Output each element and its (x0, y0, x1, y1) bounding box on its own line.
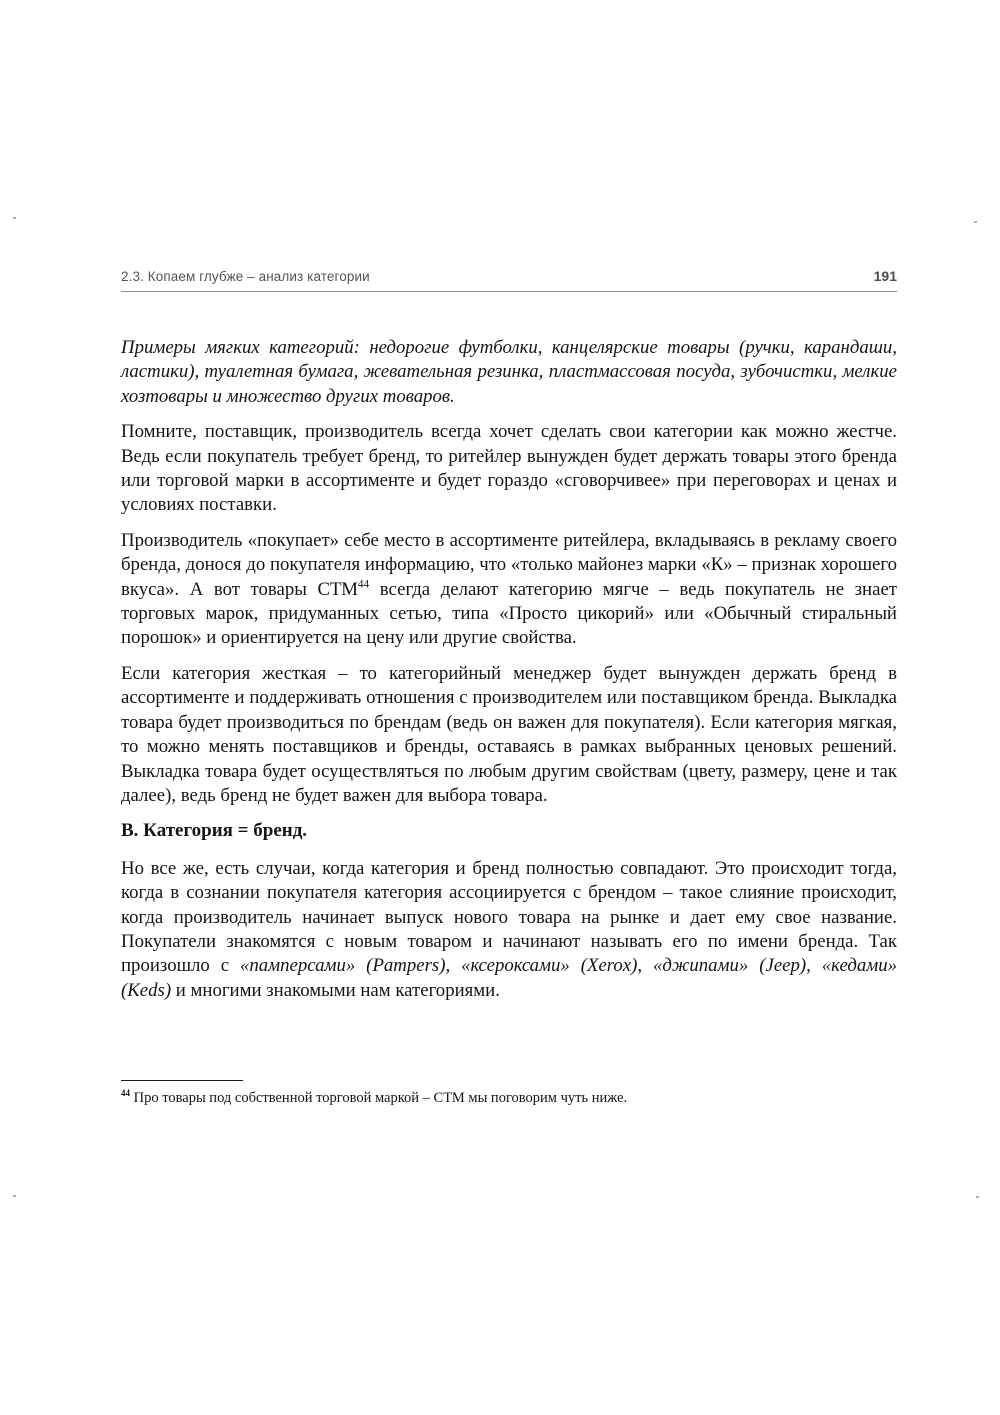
running-title: 2.3. Копаем глубже – анализ категории (121, 269, 370, 284)
subheading-category-equals-brand: В. Категория = бренд. (121, 820, 308, 842)
footnote-rule (121, 1080, 243, 1081)
paragraph-producer-text-before: Производитель «покупает» себе место в ассортименте ритейлера, вкладываясь в рекламу своего бренда, донося до покупателя информацию, что «только майонез марки «К» – признак хорошего вкуса». А вот товары СТМ (121, 529, 897, 600)
segment-normal-1: Но все же, есть случаи, когда категория и бренд полностью совпадают. Это происходит тогда, когда в сознании покупателя категория ассоциируется с брендом – такое слияние происходит, когда производитель начинает выпуск нового товара на рынке и дает ему свое название. Покупатели знакомятся с новым товаром и начинают называть его по имени бренда. Так произошло с (121, 857, 897, 977)
paragraph-producer-buys-place (121, 529, 897, 651)
crop-mark-top-right (974, 221, 977, 223)
footnote (121, 1089, 897, 1108)
paragraph-supplier-hard-categories: Помните, поставщик, производитель всегда хочет сделать свои категории как можно жестче. Ведь если покупатель требует бренд, то ритейлер вынужден будет держать товары этого бренда или торговой марки в ассортименте и будет гораздо «сговорчивее» при переговорах и ценах и условиях поставки. (121, 421, 897, 516)
paragraph-category-brand-match (121, 857, 897, 1003)
page-number: 191 (873, 268, 897, 284)
page-header (121, 268, 897, 284)
crop-mark-bottom-right (976, 1196, 979, 1198)
crop-mark-bottom-left (13, 1195, 16, 1197)
footnote-marker: 44 (121, 1088, 130, 1099)
crop-mark-top-left (13, 217, 16, 219)
paragraph-producer-text-after: всегда делают категорию мягче – ведь покупатель не знает торговых марок, придуманных сетью, типа «Просто цикорий» или «Обычный стиральный порошок» и ориентируется на цену или другие свойства. (121, 578, 897, 649)
page-content (121, 268, 897, 1014)
segment-normal-2: и многими знакомыми нам категориями. (171, 979, 500, 1001)
paragraph-soft-category-examples: Примеры мягких категорий: недорогие футболки, канцелярские товары (ручки, карандаши, ластики), туалетная бумага, жевательная резинка, пластмассовая посуда, зубочистки, мелкие хозтовары и множество других товаров. (121, 337, 897, 407)
page-body (121, 336, 897, 1003)
footnote-ref-44: 44 (357, 578, 370, 591)
footnote-text: Про товары под собственной торговой маркой – СТМ мы поговорим чуть ниже. (133, 1090, 628, 1106)
footnote-area (121, 1080, 897, 1108)
segment-italic-brands: «памперсами» (Pampers), «ксероксами» (Xerox), «джипами» (Jeep), «кедами» (Keds) (121, 955, 897, 1001)
header-rule (121, 291, 897, 292)
paragraph-hard-vs-soft-category: Если категория жесткая – то категорийный менеджер будет вынужден держать бренд в ассортименте и поддерживать отношения с производителем или поставщиком бренда. Выкладка товара будет производиться по брендам (ведь он важен для покупателя). Если категория мягкая, то можно менять поставщиков и бренды, оставаясь в рамках выбранных ценовых решений. Выкладка товара будет осуществляться по любым другим свойствам (цвету, размеру, цене и так далее), ведь бренд не будет важен для выбора товара. (121, 662, 897, 806)
